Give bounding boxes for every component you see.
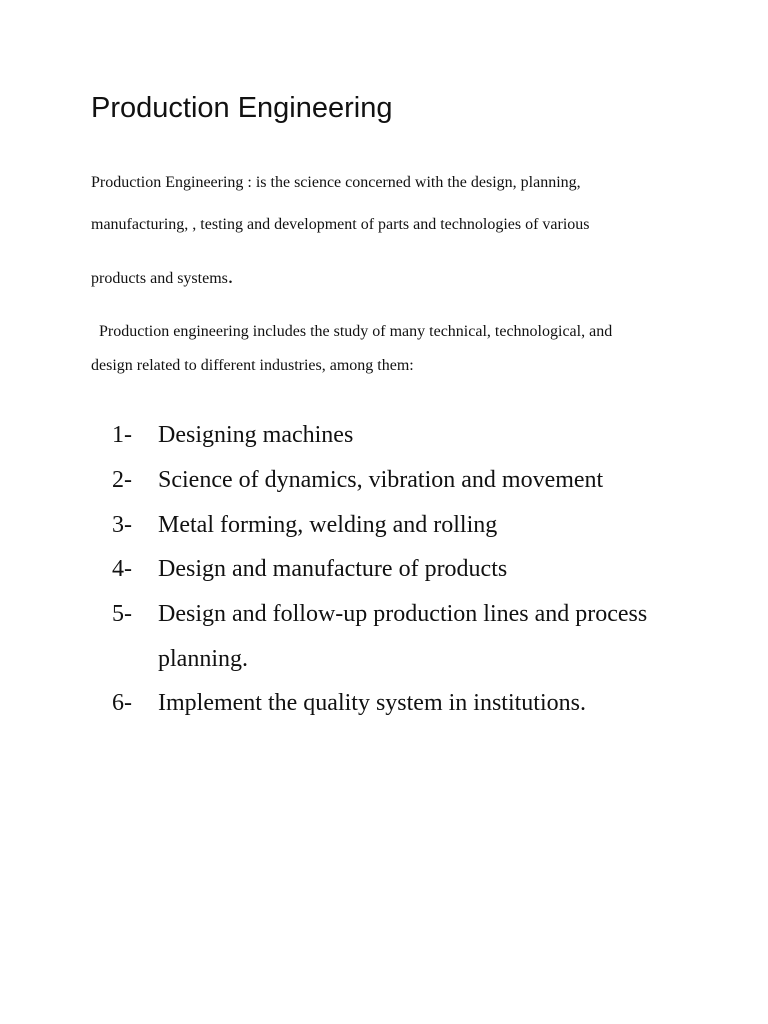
list-item-number: 5-	[112, 601, 132, 627]
list-item-text: planning.	[158, 646, 248, 672]
list-item-number: 2-	[112, 467, 132, 493]
list-item-text: Design and follow-up production lines and process	[158, 601, 648, 627]
list-item-text: Design and manufacture of products	[158, 556, 508, 582]
list-item-number: 4-	[112, 556, 132, 582]
list-item-number: 1-	[112, 422, 132, 448]
intro-line-1	[91, 323, 612, 341]
definition-line-3	[91, 264, 233, 289]
page-title: Production Engineering	[91, 92, 393, 124]
list-item-text: Science of dynamics, vibration and movement	[158, 467, 604, 493]
definition-line-1: Production Engineering : is the science concerned with the design, planning,	[91, 174, 581, 191]
intro-line-1-text: Production engineering includes the study of many technical, technological, and	[99, 323, 613, 340]
definition-line-3-period: .	[227, 264, 234, 288]
list-item-number: 3-	[112, 512, 132, 538]
definition-line-2: manufacturing, , testing and development of parts and technologies of various	[91, 216, 590, 233]
list-item-text: Implement the quality system in institutions.	[158, 690, 586, 716]
intro-line-2: design related to different industries, among them:	[91, 357, 414, 374]
list-item-text: Designing machines	[158, 422, 354, 448]
definition-line-3-text: products and systems	[91, 270, 228, 287]
list-item-text: Metal forming, welding and rolling	[158, 512, 498, 538]
list-item-number: 6-	[112, 690, 132, 716]
